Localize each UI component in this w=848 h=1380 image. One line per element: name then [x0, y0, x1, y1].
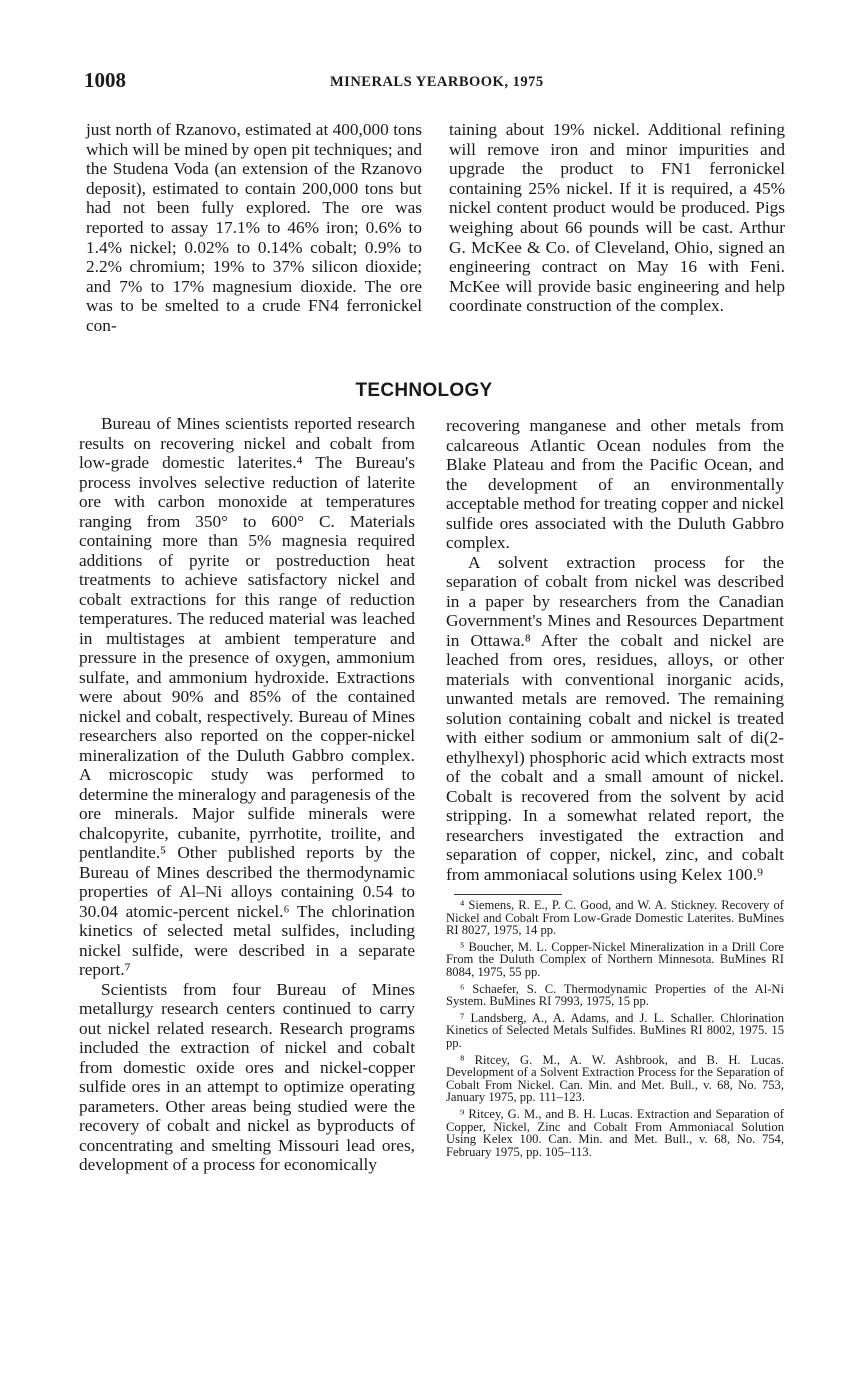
paragraph: taining about 19% nickel. Additional refining will remove iron and minor impurities and upgrade the product to FN1 ferronickel containing 25% nickel. If it is required, a 45% nickel content product would be produced. Pigs weighing about 66 pounds will be cast. Arthur G. McKee & Co. of Cleveland, Ohio, signed an engineering contract on May 16 with Feni. McKee will provide basic engineering and help coordinate construction of the complex.	[449, 120, 785, 316]
top-right-column	[449, 120, 785, 316]
paragraph: Bureau of Mines scientists reported research results on recovering nickel and cobalt from low-grade domestic laterites.⁴ The Bureau's process involves selective reduction of laterite ore with carbon monoxide at temperatures ranging from 350° to 600° C. Materials containing more than 5% magnesia required additions of pyrite or postreduction heat treatments to achieve satisfactory nickel and cobalt extractions for this range of reduction temperatures. The reduced material was leached in multistages at ambient temperature and pressure in the presence of oxygen, ammonium sulfate, and ammonium hydroxide. Extractions were about 90% and 85% of the contained nickel and cobalt, respectively. Bureau of Mines researchers also reported on the copper-nickel mineralization of the Duluth Gabbro complex. A microscopic study was performed to determine the mineralogy and paragenesis of the ore minerals. Major sulfide minerals were chalcopyrite, cubanite, pyrrhotite, troilite, and pentlandite.⁵ Other published reports by the Bureau of Mines described the thermodynamic properties of Al–Ni alloys containing 0.54 to 30.04 atomic-percent nickel.⁶ The chlorination kinetics of selected metal sulfides, including nickel sulfide, were described in a separate report.⁷	[79, 414, 415, 979]
footnote-divider	[454, 894, 562, 895]
page-number: 1008	[84, 68, 126, 92]
technology-left-column	[79, 414, 415, 1175]
footnote: ⁸ Ritcey, G. M., A. W. Ashbrook, and B. H. Lucas. Development of a Solvent Extraction Process for the Separation of Cobalt From Nickel. Can. Min. and Met. Bull., v. 68, No. 753, January 1975, pp. 111–123.	[446, 1052, 784, 1105]
paragraph: Scientists from four Bureau of Mines metallurgy research centers continued to carry out nickel related research. Research programs included the extraction of nickel and cobalt from domestic oxide ores and nickel-copper sulfide ores in an attempt to optimize operating parameters. Other areas being studied were the recovery of cobalt and nickel as byproducts of concentrating and smelting Missouri lead ores, development of a process for economically	[79, 979, 415, 1174]
footnotes	[446, 899, 784, 1158]
footnote: ⁵ Boucher, M. L. Copper-Nickel Mineralization in a Drill Core From the Duluth Complex of Northern Minnesota. BuMines RI 8084, 1975, 55 pp.	[446, 939, 784, 979]
paragraph: A solvent extraction process for the separation of cobalt from nickel was described in a paper by researchers from the Canadian Government's Mines and Resources Department in Ottawa.⁸ After the cobalt and nickel are leached from ores, residues, alloys, or other materials with conventional inorganic acids, unwanted metals are removed. The remaining solution containing cobalt and nickel is treated with either sodium or ammonium salt of di(2-ethylhexyl) phosphoric acid which extracts most of the cobalt and a small amount of nickel. Cobalt is recovered from the solvent by acid stripping. In a somewhat related report, the researchers investigated the extraction and separation of copper, nickel, zinc, and cobalt from ammoniacal solutions using Kelex 100.⁹	[446, 552, 784, 884]
footnote: ⁷ Landsberg, A., A. Adams, and J. L. Schaller. Chlorination Kinetics of Selected Metals Sulfides. BuMines RI 8002, 1975. 15 pp.	[446, 1010, 784, 1050]
top-left-column	[86, 120, 422, 336]
technology-right-column	[446, 416, 784, 1162]
paragraph: recovering manganese and other metals from calcareous Atlantic Ocean nodules from the Blake Plateau and from the Pacific Ocean, and the development of an environmentally acceptable method for treating copper and nickel sulfide ores associated with the Duluth Gabbro complex.	[446, 416, 784, 552]
footnote: ⁴ Siemens, R. E., P. C. Good, and W. A. Stickney. Recovery of Nickel and Cobalt From Low-Grade Domestic Laterites. BuMines RI 8027, 1975, 14 pp.	[446, 898, 784, 938]
running-head: MINERALS YEARBOOK, 1975	[330, 74, 544, 90]
footnote: ⁶ Schaefer, S. C. Thermodynamic Properties of the Al-Ni System. BuMines RI 7993, 1975, 15 pp.	[446, 981, 784, 1009]
paragraph: just north of Rzanovo, estimated at 400,000 tons which will be mined by open pit techniques; and the Studena Voda (an extension of the Rzanovo deposit), estimated to contain 200,000 tons but had not been fully explored. The ore was reported to assay 17.1% to 46% iron; 0.6% to 1.4% nickel; 0.02% to 0.14% cobalt; 0.9% to 2.2% chromium; 19% to 37% silicon dioxide; and 7% to 17% magnesium dioxide. The ore was to be smelted to a crude FN4 ferronickel con-	[86, 120, 422, 335]
section-heading: TECHNOLOGY	[355, 380, 493, 401]
footnote: ⁹ Ritcey, G. M., and B. H. Lucas. Extraction and Separation of Copper, Nickel, Zinc and Cobalt From Ammoniacal Solution Using Kelex 100. Can. Min. and Met. Bull., v. 68, No. 754, February 1975, pp. 105–113.	[446, 1106, 784, 1159]
